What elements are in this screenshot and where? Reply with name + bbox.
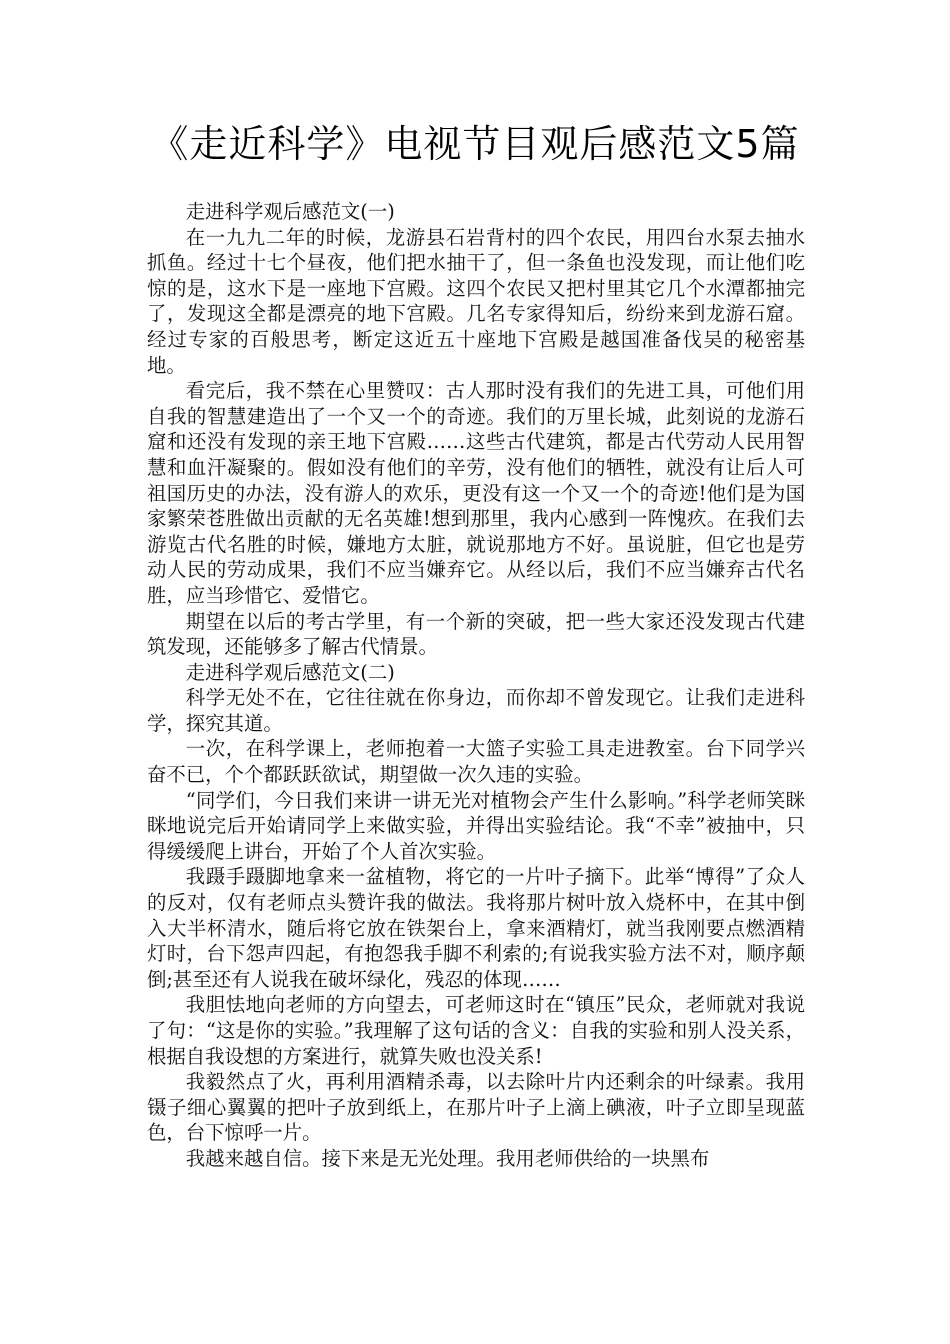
body-paragraph: 我越来越自信。接下来是无光处理。我用老师供给的一块黑布 (185, 1146, 710, 1170)
body-paragraph: 一次，在科学课上，老师抱着一大篮子实验工具走进教室。台下同学兴奋不已，个个都跃跃欲试，期望做一次久违的实验。 (147, 737, 805, 787)
body-paragraph: 期望在以后的考古学里，有一个新的突破，把一些大家还没发现古代建筑发现，还能够多了解古代情景。 (147, 609, 805, 659)
body-paragraph: 我毅然点了火，再利用酒精杀毒，以去除叶片内还剩余的叶绿素。我用镊子细心翼翼的把叶子放到纸上，在那片叶子上滴上碘液，叶子立即呈现蓝色，台下惊呼一片。 (147, 1070, 805, 1145)
document-title: 《走近科学》电视节目观后感范文5篇 (150, 122, 800, 166)
section-heading: 走进科学观后感范文(二) (185, 660, 395, 684)
body-paragraph: 我胆怯地向老师的方向望去，可老师这时在“镇压”民众，老师就对我说了句：“这是你的实验。”我理解了这句话的含义：自我的实验和别人没关系，根据自我设想的方案进行，就算失败也没关系! (147, 993, 805, 1068)
body-paragraph: 科学无处不在，它往往就在你身边，而你却不曾发现它。让我们走进科学，探究其道。 (147, 686, 805, 735)
body-paragraph: “同学们，今日我们来讲一讲无光对植物会产生什么影响。”科学老师笑眯眯地说完后开始请同学上来做实验，并得出实验结论。我“不幸”被抽中，只得缓缓爬上讲台，开始了个人首次实验。 (147, 788, 805, 863)
body-paragraph: 看完后，我不禁在心里赞叹：古人那时没有我们的先进工具，可他们用自我的智慧建造出了一个又一个的奇迹。我们的万里长城，此刻说的龙游石窟和还没有发现的亲王地下宫殿……这些古代建筑，都是古代劳动人民用智慧和血汗凝聚的。假如没有他们的辛劳，没有他们的牺牲，就没有让后人可祖国历史的办法，没有游人的欢乐，更没有这一个又一个的奇迹!他们是为国家繁荣苍胜做出贡献的无名英雄!想到那里，我内心感到一阵愧疚。在我们去游览古代名胜的时候，嫌地方太脏，就说那地方不好。虽说脏，但它也是劳动人民的劳动成果，我们不应当嫌弃它。从经以后，我们不应当嫌弃古代名胜，应当珍惜它、爱惜它。 (147, 379, 805, 607)
body-paragraph: 在一九九二年的时候，龙游县石岩背村的四个农民，用四台水泵去抽水抓鱼。经过十七个昼夜，他们把水抽干了，但一条鱼也没发现，而让他们吃惊的是，这水下是一座地下宫殿。这四个农民又把村里其它几个水潭都抽完了，发现这全都是漂亮的地下宫殿。几名专家得知后，纷纷来到龙游石窟。经过专家的百般思考，断定这近五十座地下宫殿是越国准备伐吴的秘密基地。 (147, 225, 805, 377)
document-body (147, 199, 805, 1172)
section-heading: 走进科学观后感范文(一) (185, 200, 395, 223)
body-paragraph: 我蹑手蹑脚地拿来一盆植物，将它的一片叶子摘下。此举“博得”了众人的反对，仅有老师点头赞许我的做法。我将那片树叶放入烧杯中，在其中倒入大半杯清水，随后将它放在铁架台上，拿来酒精灯，就当我刚要点燃酒精灯时，台下怨声四起，有抱怨我手脚不利索的;有说我实验方法不对，顺序颠倒;甚至还有人说我在破坏绿化，残忍的体现…… (147, 865, 805, 991)
